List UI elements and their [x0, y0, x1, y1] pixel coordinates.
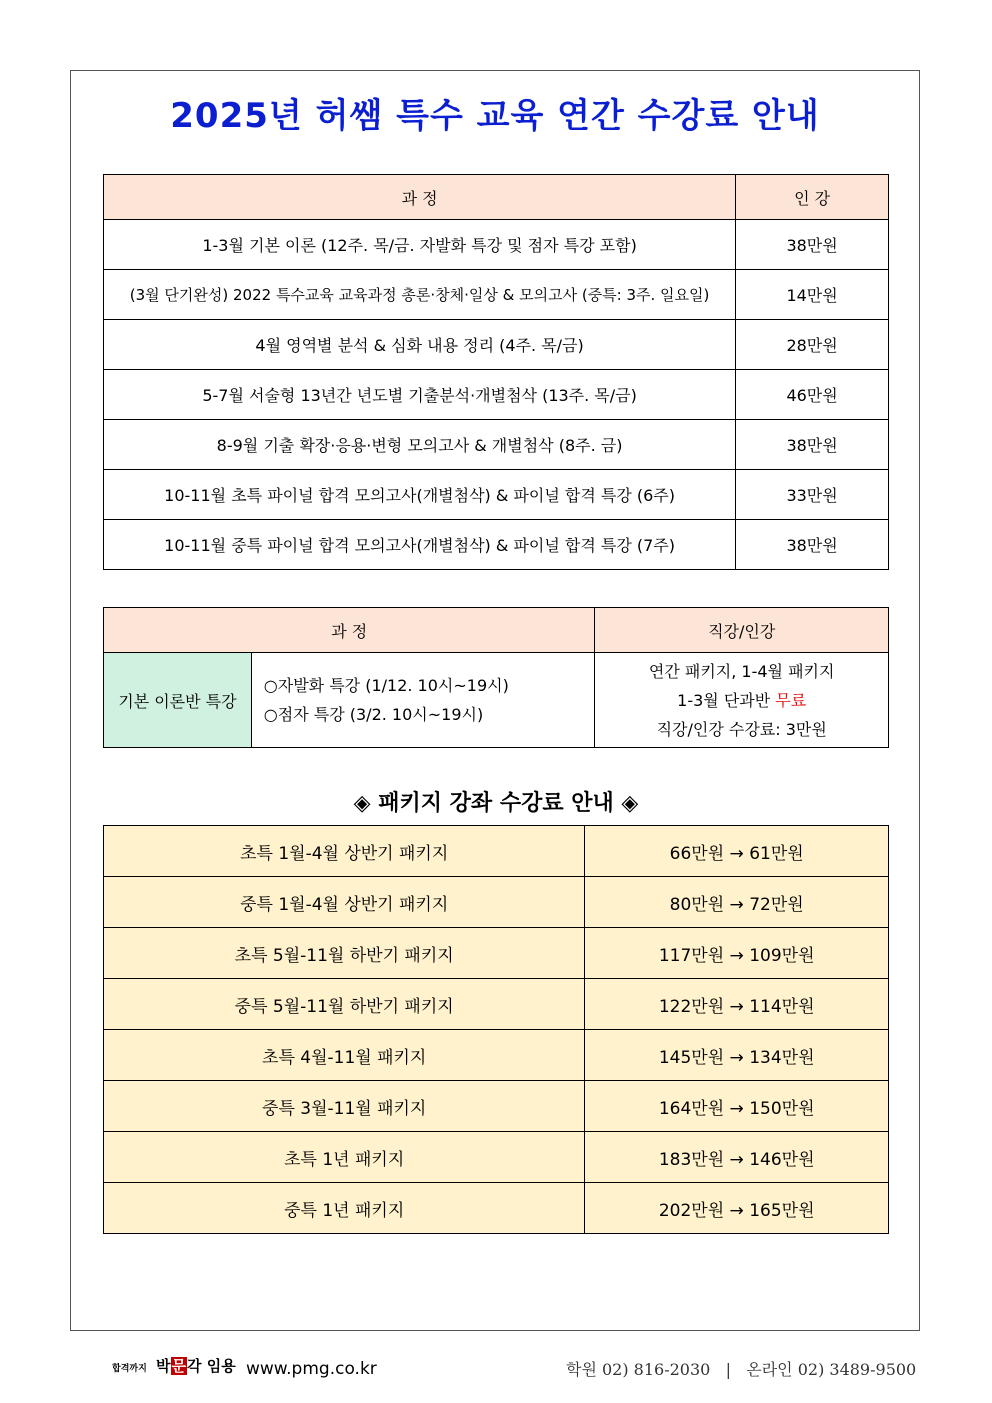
table-row [104, 520, 889, 570]
table-row [104, 653, 889, 748]
website-url: www.pmg.co.kr [246, 1359, 377, 1379]
logo-char-4: 임용 [201, 1357, 236, 1375]
package-fee-table [103, 825, 889, 1234]
package-price: 202만원 → 165만원 [585, 1183, 889, 1234]
course-fee: 46만원 [736, 370, 889, 420]
table-row [104, 1081, 889, 1132]
course-fee: 38만원 [736, 420, 889, 470]
table-row [104, 370, 889, 420]
table-header-row [104, 608, 889, 653]
fee-info-line1: 연간 패키지, 1-4월 패키지 [648, 661, 835, 681]
table-row [104, 877, 889, 928]
package-price: 80만원 → 72만원 [585, 877, 889, 928]
special-fee-info [595, 653, 889, 748]
table-row [104, 270, 889, 320]
package-name: 중특 5월-11월 하반기 패키지 [104, 979, 585, 1030]
header-course: 과 정 [104, 175, 736, 220]
package-price: 145만원 → 134만원 [585, 1030, 889, 1081]
header-course: 과 정 [104, 608, 595, 653]
course-fee: 38만원 [736, 220, 889, 270]
header-online-lecture: 인 강 [736, 175, 889, 220]
package-name: 초특 1년 패키지 [104, 1132, 585, 1183]
logo-char-3: 각 [187, 1357, 202, 1375]
package-name: 중특 3월-11월 패키지 [104, 1081, 585, 1132]
course-name: 5-7월 서술형 13년간 년도별 기출분석·개별첨삭 (13주. 목/금) [104, 370, 736, 420]
package-price: 117만원 → 109만원 [585, 928, 889, 979]
package-name: 초특 5월-11월 하반기 패키지 [104, 928, 585, 979]
course-name: 10-11월 중특 파이널 합격 모의고사(개별첨삭) & 파이널 합격 특강 (7주) [104, 520, 736, 570]
course-name: 10-11월 초특 파이널 합격 모의고사(개별첨삭) & 파이널 합격 특강 (6주) [104, 470, 736, 520]
special-item-braille: ○점자 특강 (3/2. 10시~19시) [263, 705, 484, 724]
package-price: 66만원 → 61만원 [585, 826, 889, 877]
table-header-row [104, 175, 889, 220]
table-row [104, 470, 889, 520]
logo-tagline: 합격까지 [112, 1364, 147, 1374]
course-fee: 28만원 [736, 320, 889, 370]
package-price: 183만원 → 146만원 [585, 1132, 889, 1183]
footer [0, 1355, 992, 1385]
table-row [104, 1030, 889, 1081]
course-fee-table [103, 174, 889, 570]
special-items [251, 653, 595, 748]
table-row [104, 928, 889, 979]
special-lecture-table [103, 607, 889, 748]
package-name: 초특 4월-11월 패키지 [104, 1030, 585, 1081]
package-name: 초특 1월-4월 상반기 패키지 [104, 826, 585, 877]
page-title: 2025년 허쌤 특수 교육 연간 수강료 안내 [170, 96, 820, 136]
package-name: 중특 1월-4월 상반기 패키지 [104, 877, 585, 928]
course-fee: 14만원 [736, 270, 889, 320]
fee-info-line3: 직강/인강 수강료: 3만원 [656, 719, 827, 739]
logo-char-2: 문 [171, 1357, 186, 1375]
table-row [104, 220, 889, 270]
fee-info-line2 [595, 686, 888, 715]
logo-char-1: 박 [156, 1357, 171, 1375]
table-row [104, 1132, 889, 1183]
pmg-logo [156, 1355, 236, 1376]
special-category: 기본 이론반 특강 [104, 653, 252, 748]
package-name: 중특 1년 패키지 [104, 1183, 585, 1234]
course-name: 8-9월 기출 확장·응용·변형 모의고사 & 개별첨삭 (8주. 금) [104, 420, 736, 470]
header-live-online: 직강/인강 [595, 608, 889, 653]
table-row [104, 826, 889, 877]
contact-info: 학원 02) 816-2030 | 온라인 02) 3489-9500 [566, 1360, 917, 1379]
special-item-speech: ○자발화 특강 (1/12. 10시~19시) [263, 676, 509, 695]
course-fee: 33만원 [736, 470, 889, 520]
course-name: 4월 영역별 분석 & 심화 내용 정리 (4주. 목/금) [104, 320, 736, 370]
course-fee: 38만원 [736, 520, 889, 570]
package-section-title: ◈ 패키지 강좌 수강료 안내 ◈ [353, 791, 639, 816]
table-row [104, 1183, 889, 1234]
table-row [104, 979, 889, 1030]
fee-info-line2-text: 1-3월 단과반 [677, 690, 776, 710]
table-row [104, 320, 889, 370]
course-name: 1-3월 기본 이론 (12주. 목/금. 자발화 특강 및 점자 특강 포함) [104, 220, 736, 270]
package-price: 122만원 → 114만원 [585, 979, 889, 1030]
package-price: 164만원 → 150만원 [585, 1081, 889, 1132]
free-label: 무료 [775, 690, 807, 710]
course-name: (3월 단기완성) 2022 특수교육 교육과정 총론·창체·일상 & 모의고사 (중특: 3주. 일요일) [104, 270, 736, 320]
table-row [104, 420, 889, 470]
